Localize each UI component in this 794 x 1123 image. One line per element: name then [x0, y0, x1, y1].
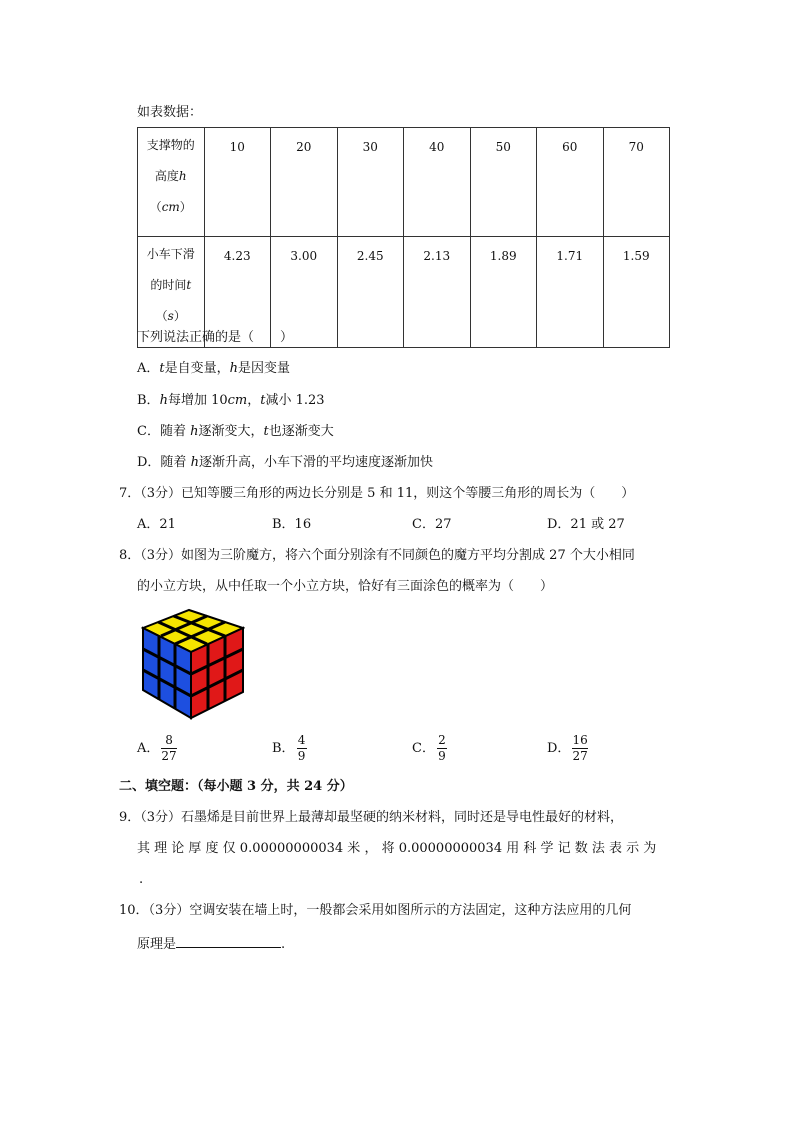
table-cell: 1.71	[537, 237, 604, 348]
section-heading-fill-blank: 二、填空题：（每小题 3 分，共 24 分）	[119, 779, 353, 794]
q8-option-a: A． $\frac{8}{27}$	[137, 733, 177, 763]
table-cell: 1.89	[470, 237, 537, 348]
q10-line1: 10．（3分）空调安装在墙上时，一般都会采用如图所示的方法固定，这种方法应用的几何	[119, 903, 632, 918]
fraction: $\frac{8}{27}$	[161, 733, 177, 763]
rubiks-cube-image	[141, 608, 245, 720]
table-cell: 1.59	[603, 237, 670, 348]
fraction: $\frac{2}{9}$	[438, 733, 446, 763]
table-cell: 2.45	[337, 237, 404, 348]
table-row	[138, 128, 670, 237]
table-cell: 70	[603, 128, 670, 237]
q7-option-c: C．27	[412, 517, 452, 532]
q9-line3: .	[139, 872, 144, 887]
q9-line1: 9．（3分）石墨烯是目前世界上最薄却最坚硬的纳米材料，同时还是导电性最好的材料，	[119, 810, 624, 825]
q7-option-d: D．21 或 27	[547, 517, 625, 532]
table-cell: 2.13	[404, 237, 471, 348]
q7-stem: 7．（3分）已知等腰三角形的两边长分别是 5 和 11，则这个等腰三角形的周长为（ ）	[119, 486, 635, 501]
data-table	[137, 127, 670, 348]
q9-line2: 其 理 论 厚 度 仅 0.00000000034 米 ， 将 0.00000000034 用 科 学 记 数 法 表 示 为	[137, 841, 657, 856]
table-cell: 50	[470, 128, 537, 237]
q7-option-a: A．21	[137, 517, 176, 532]
row-label-height: 支撑物的 高度h （cm）	[138, 128, 205, 237]
answer-blank[interactable]	[176, 933, 281, 948]
q6-option-c: C．随着 h逐渐变大，t也逐渐变大	[137, 424, 334, 439]
fraction: $\frac{4}{9}$	[297, 733, 306, 763]
table-cell: 30	[337, 128, 404, 237]
q7-option-b: B．16	[272, 517, 312, 532]
table-intro: 如表数据：	[137, 105, 203, 120]
q8-option-b: B． $\frac{4}{9}$	[272, 733, 306, 763]
table-cell: 20	[271, 128, 338, 237]
q6-stem: 下列说法正确的是（ ）	[137, 330, 294, 345]
q8-stem-line2: 的小立方块，从中任取一个小立方块，恰好有三面涂色的概率为（ ）	[137, 579, 554, 594]
table-cell: 60	[537, 128, 604, 237]
q6-option-d: D．随着 h逐渐升高，小车下滑的平均速度逐渐加快	[137, 455, 433, 470]
q6-option-b: B．h每增加 10cm，t减小 1.23	[137, 393, 325, 408]
fraction: $\frac{16}{27}$	[572, 733, 588, 763]
row-label-time: 小车下滑 的时间t （s）	[138, 237, 205, 348]
q10-line2: 原理是 .	[137, 933, 285, 954]
table-cell: 3.00	[271, 237, 338, 348]
q8-option-c: C． $\frac{2}{9}$	[412, 733, 446, 763]
q6-option-a: A．t是自变量，h是因变量	[137, 361, 291, 376]
table-cell: 10	[204, 128, 271, 237]
q8-stem-line1: 8．（3分）如图为三阶魔方，将六个面分别涂有不同颜色的魔方平均分割成 27 个大小相同	[119, 548, 635, 563]
table-cell: 4.23	[204, 237, 271, 348]
q8-option-d: D． $\frac{16}{27}$	[547, 733, 588, 763]
table-cell: 40	[404, 128, 471, 237]
